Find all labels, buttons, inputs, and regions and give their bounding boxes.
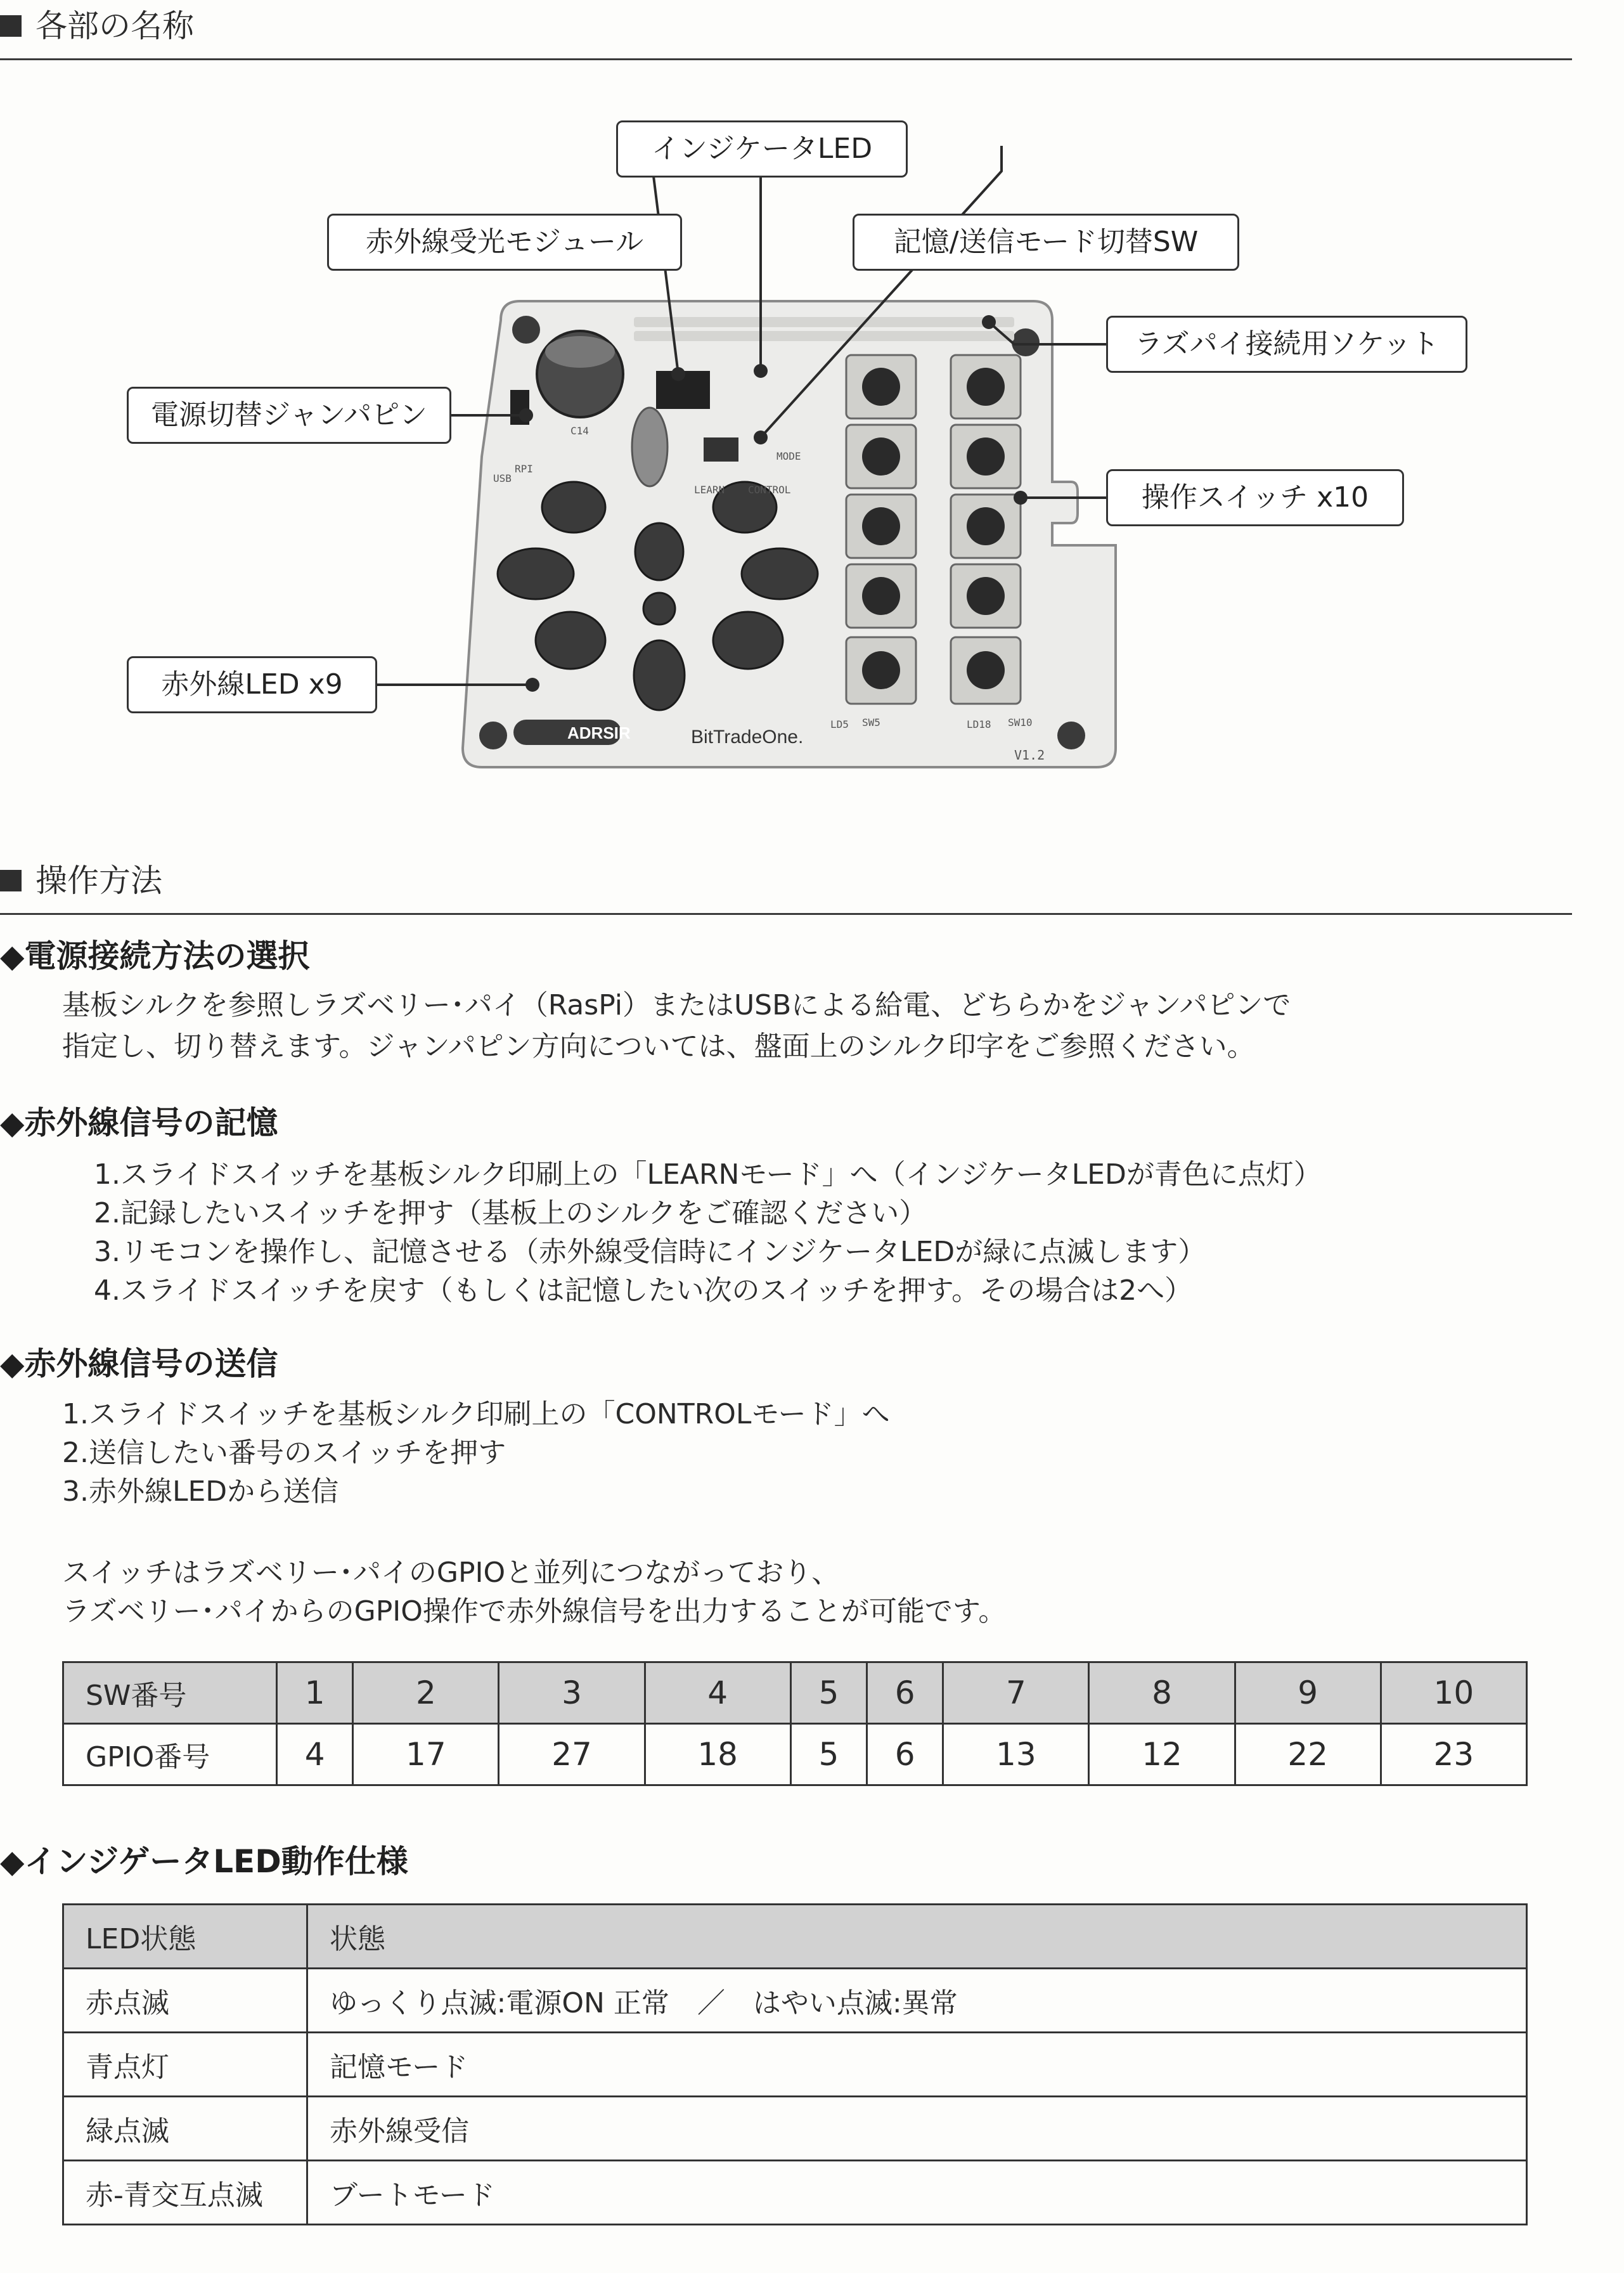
mount-hole xyxy=(1012,328,1040,356)
silk-sw10: SW10 xyxy=(1008,716,1033,729)
indicator-led xyxy=(632,408,667,486)
led-state: 赤点滅 xyxy=(63,1969,307,2033)
silk-usb: USB xyxy=(493,472,512,484)
sw-cell: 4 xyxy=(645,1662,790,1724)
mount-hole xyxy=(512,316,540,344)
section-title: 各部の名称 xyxy=(35,8,194,44)
led-spec-col-header: 状態 xyxy=(307,1905,1527,1969)
square-bullet-icon xyxy=(0,870,22,891)
sw-cell: 7 xyxy=(943,1662,1089,1724)
gpio-cell: 5 xyxy=(790,1724,867,1785)
silk-learn: LEARN xyxy=(694,484,725,496)
sw-cell: 9 xyxy=(1235,1662,1381,1724)
led-spec-row xyxy=(63,2097,1527,2161)
callout-op-switches: 操作スイッチ x10 xyxy=(1106,469,1404,526)
gpio-cell: 6 xyxy=(867,1724,943,1785)
gpio-table-row-sw xyxy=(63,1662,1527,1724)
sw-cell: 3 xyxy=(499,1662,645,1724)
gpio-table xyxy=(62,1661,1528,1786)
led-desc: 赤外線受信 xyxy=(307,2097,1527,2161)
sw-cell: 6 xyxy=(867,1662,943,1724)
led-desc: ブートモード xyxy=(307,2161,1527,2225)
silk-rpi: RPI xyxy=(515,463,533,475)
capacitor-top xyxy=(545,336,615,368)
led-spec-header-row xyxy=(63,1905,1527,1969)
memory-step: 4.スライドスイッチを戻す（もしくは記憶したい次のスイッチを押す。その場合は2へ） xyxy=(94,1274,1193,1307)
silk-maker: BitTradeOne. xyxy=(691,727,804,748)
led-desc: 記憶モード xyxy=(307,2033,1527,2097)
silk-control: CONTROL xyxy=(748,484,791,496)
sw-cell: 10 xyxy=(1381,1662,1526,1724)
gpio-cell: 13 xyxy=(943,1724,1089,1785)
gpio-table-row-label: SW番号 xyxy=(63,1662,277,1724)
memory-heading: ◆赤外線信号の記憶 xyxy=(0,1104,278,1141)
led-desc: ゆっくり点滅:電源ON 正常 ／ はやい点滅:異常 xyxy=(307,1969,1527,2033)
callout-mode-switch: 記憶/送信モード切替SW xyxy=(853,214,1239,271)
memory-step: 2.記録したいスイッチを押す（基板上のシルクをご確認ください） xyxy=(94,1197,927,1229)
led-spec-row xyxy=(63,2161,1527,2225)
led-spec-heading: ◆インジゲータLED動作仕様 xyxy=(0,1843,408,1880)
power-heading: ◆電源接続方法の選択 xyxy=(0,938,310,975)
led-spec-col-header: LED状態 xyxy=(63,1905,307,1969)
gpio-table-row-gpio xyxy=(63,1724,1527,1785)
send-step: 2.送信したい番号のスイッチを押す xyxy=(62,1437,506,1469)
led-state: 青点灯 xyxy=(63,2033,307,2097)
memory-step: 3.リモコンを操作し、記憶させる（赤外線受信時にインジケータLEDが緑に点滅します） xyxy=(94,1236,1206,1268)
send-step: 1.スライドスイッチを基板シルク印刷上の「CONTROLモード」へ xyxy=(62,1398,890,1430)
silk-ld18: LD18 xyxy=(967,718,991,730)
send-note: ラズベリー･パイからのGPIO操作で赤外線信号を出力することが可能です。 xyxy=(62,1595,1007,1628)
callout-ir-leds: 赤外線LED x9 xyxy=(127,656,377,713)
send-heading: ◆赤外線信号の送信 xyxy=(0,1345,278,1382)
send-note: スイッチはラズベリー･パイのGPIOと並列につながっており、 xyxy=(62,1557,840,1589)
silk-c14: C14 xyxy=(570,425,589,437)
gpio-cell: 4 xyxy=(277,1724,353,1785)
gpio-cell: 23 xyxy=(1381,1724,1526,1785)
gpio-cell: 17 xyxy=(353,1724,499,1785)
silk-adrsir: ADRSIR xyxy=(567,723,631,742)
section-title: 操作方法 xyxy=(35,862,162,899)
callout-power-jumper: 電源切替ジャンパピン xyxy=(127,387,451,444)
led-spec-table xyxy=(62,1903,1528,2225)
led-spec-row xyxy=(63,1969,1527,2033)
slide-switch xyxy=(704,437,738,462)
power-line: 指定し、切り替えます。ジャンパピン方向については、盤面上のシルク印字をご参照ください。 xyxy=(62,1030,1255,1063)
power-line: 基板シルクを参照しラズベリー･パイ（RasPi）またはUSBによる給電、どちらかをジャンパピンで xyxy=(62,989,1291,1021)
led-state: 緑点滅 xyxy=(63,2097,307,2161)
silk-version: V1.2 xyxy=(1014,748,1045,763)
mount-hole xyxy=(1057,722,1085,749)
led-spec-row xyxy=(63,2033,1527,2097)
gpio-cell: 22 xyxy=(1235,1724,1381,1785)
section-header-operation xyxy=(0,855,1572,915)
callout-rpi-socket: ラズパイ接続用ソケット xyxy=(1106,316,1467,373)
sw-cell: 2 xyxy=(353,1662,499,1724)
section-header-part-names xyxy=(0,0,1572,60)
gpio-cell: 12 xyxy=(1089,1724,1235,1785)
led-state: 赤-青交互点滅 xyxy=(63,2161,307,2225)
callout-ir-receiver: 赤外線受光モジュール xyxy=(327,214,682,271)
mount-hole xyxy=(479,722,507,749)
sw-cell: 5 xyxy=(790,1662,867,1724)
silk-mode: MODE xyxy=(777,450,801,462)
send-step: 3.赤外線LEDから送信 xyxy=(62,1475,339,1508)
square-bullet-icon xyxy=(0,15,22,37)
board-diagram xyxy=(0,101,1521,805)
sw-cell: 8 xyxy=(1089,1662,1235,1724)
memory-step: 1.スライドスイッチを基板シルク印刷上の「LEARNモード」へ（インジケータLEDが青色に点灯） xyxy=(94,1158,1322,1191)
gpio-cell: 27 xyxy=(499,1724,645,1785)
gpio-table-row-label: GPIO番号 xyxy=(63,1724,277,1785)
silk-sw5: SW5 xyxy=(862,716,880,729)
silk-ld5: LD5 xyxy=(830,718,849,730)
gpio-cell: 18 xyxy=(645,1724,790,1785)
callout-indicator-led: インジケータLED xyxy=(616,120,908,178)
sw-cell: 1 xyxy=(277,1662,353,1724)
